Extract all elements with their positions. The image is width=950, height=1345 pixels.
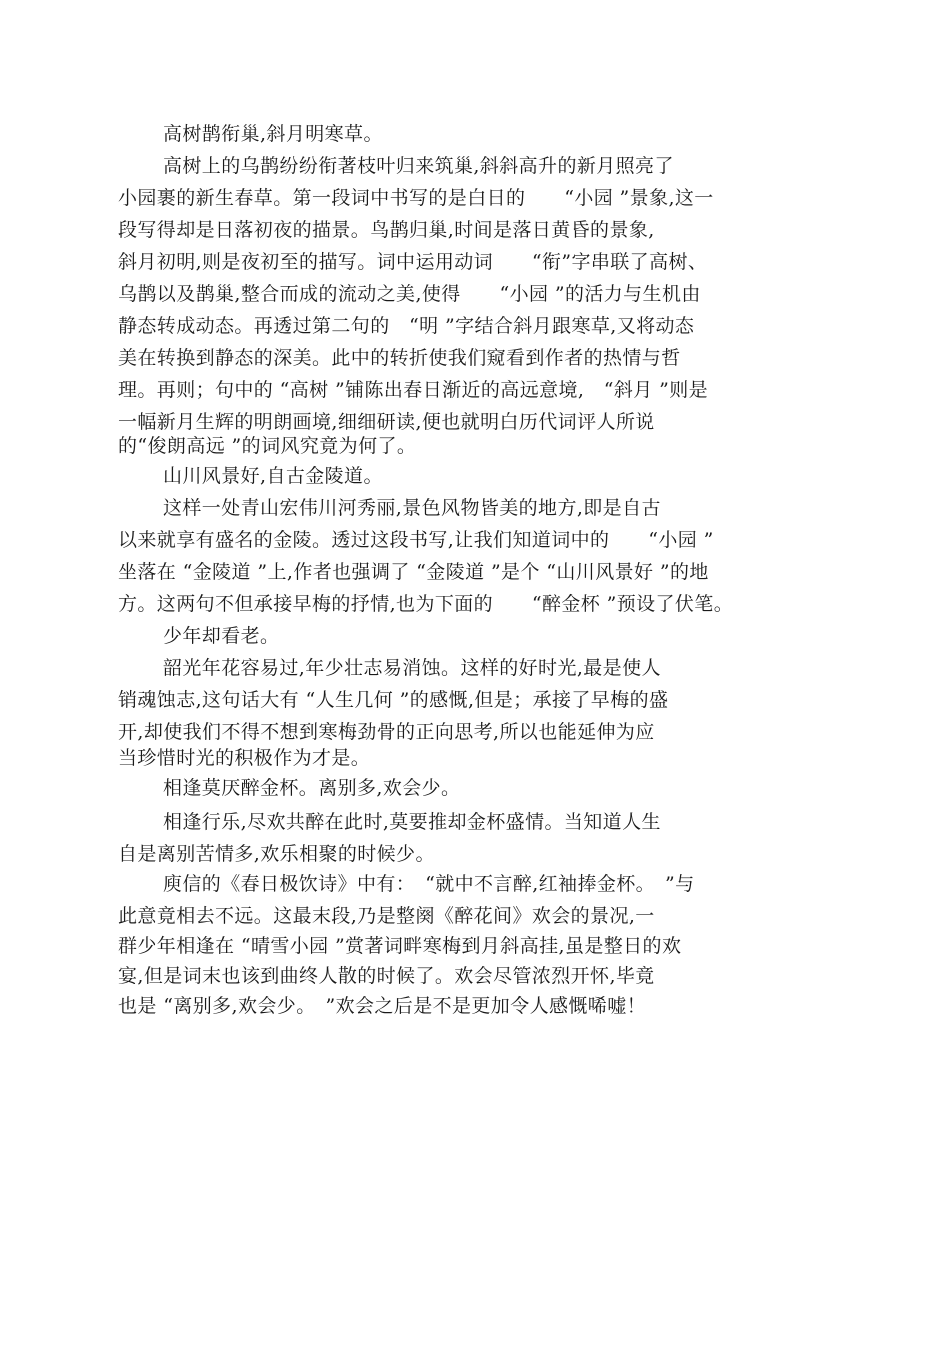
text-line: 高树上的乌鹊纷纷衔著枝叶归来筑巢,斜斜高升的新月照亮了 bbox=[163, 155, 674, 177]
text-line: 方。这两句不但承接早梅的抒情,也为下面的 “醉金杯 ”预设了伏笔。 bbox=[118, 593, 734, 615]
text-line: 小园裹的新生春草。第一段词中书写的是白日的 “小园 ”景象,这一 bbox=[118, 187, 714, 209]
text-line: 的“俊朗高远 ”的词风究竟为何了。 bbox=[118, 435, 417, 457]
text-line: 斜月初明,则是夜初至的描写。词中运用动词 “衔”字串联了高树、 bbox=[118, 251, 708, 273]
text-line: 少年却看老。 bbox=[163, 625, 280, 647]
text-line: 山川风景好,自古金陵道。 bbox=[163, 465, 383, 487]
text-line: 这样一处青山宏伟川河秀丽,景色风物皆美的地方,即是自古 bbox=[163, 497, 661, 519]
text-line: 高树鹊衔巢,斜月明寒草。 bbox=[163, 123, 383, 145]
text-line: 坐落在 “金陵道 ”上,作者也强调了 “金陵道 ”是个 “山川风景好 ”的地 bbox=[118, 561, 709, 583]
text-line: 段写得却是日落初夜的描景。鸟鹊归巢,时间是落日黄昏的景象, bbox=[118, 219, 655, 241]
text-line: 群少年相逢在 “晴雪小园 ”赏著词畔寒梅到月斜高挂,虽是整日的欢 bbox=[118, 935, 682, 957]
text-line: 销魂蚀志,这句话大有 “人生几何 ”的感慨,但是；承接了早梅的盛 bbox=[118, 689, 669, 711]
text-line: 开,却使我们不得不想到寒梅劲骨的正向思考,所以也能延伸为应 bbox=[118, 721, 655, 743]
text-line: 此意竟相去不远。这最末段,乃是整阕《醉花间》欢会的景况,一 bbox=[118, 905, 655, 927]
text-line: 相逢行乐,尽欢共醉在此时,莫要推却金杯盛情。当知道人生 bbox=[163, 811, 661, 833]
text-line: 宴,但是词末也该到曲终人散的时候了。欢会尽管浓烈开怀,毕竟 bbox=[118, 965, 655, 987]
text-line: 一幅新月生辉的明朗画境,细细研读,便也就明白历代词评人所说 bbox=[118, 411, 655, 433]
text-line: 自是离别苦情多,欢乐相聚的时候少。 bbox=[118, 843, 435, 865]
text-line: 乌鹊以及鹊巢,整合而成的流动之美,使得 “小园 ”的活力与生机由 bbox=[118, 283, 701, 305]
text-line: 相逢莫厌醉金杯。离别多,欢会少。 bbox=[163, 777, 461, 799]
text-line: 庾信的《春日极饮诗》中有： “就中不言醉,红袖捧金杯。 ”与 bbox=[163, 873, 695, 895]
text-line: 静态转成动态。再透过第二句的 “明 ”字结合斜月跟寒草,又将动态 bbox=[118, 315, 695, 337]
text-line: 美在转换到静态的深美。此中的转折使我们窥看到作者的热情与哲 bbox=[118, 347, 681, 369]
text-line: 当珍惜时光的积极作为才是。 bbox=[118, 747, 371, 769]
text-line: 理。再则；句中的 “高树 ”铺陈出春日渐近的高远意境, “斜月 ”则是 bbox=[118, 379, 709, 401]
text-line: 也是 “离别多,欢会少。 ”欢会之后是不是更加令人感慨唏嘘！ bbox=[118, 995, 647, 1017]
text-line: 以来就享有盛名的金陵。透过这段书写,让我们知道词中的 “小园 ” bbox=[118, 529, 714, 551]
text-line: 韶光年花容易过,年少壮志易消蚀。这样的好时光,最是使人 bbox=[163, 657, 661, 679]
